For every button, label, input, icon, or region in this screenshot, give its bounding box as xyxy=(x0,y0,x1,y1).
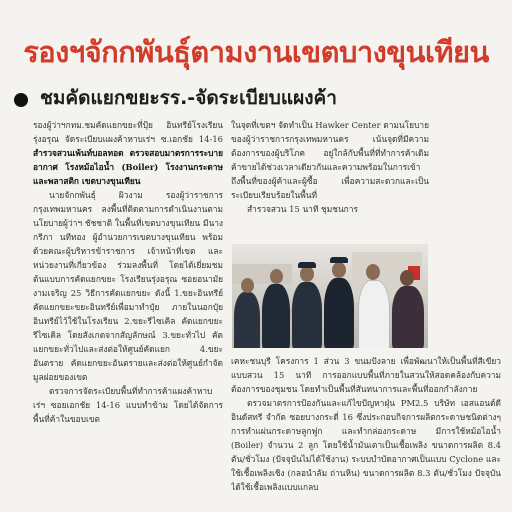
article-column-3 xyxy=(231,354,501,512)
news-photo xyxy=(232,244,428,348)
body-paragraph-4: เคหะชนบุรี โครงการ 1 ส่วน 3 ขนมปังลาย เพื่อพัฒนาให้เป็นพื้นที่สีเขียวแบบสวน 15 นาที การออกแบบพื้นที่ภายในสวนให้สอดคล้องกับความต้องการของชุมชน โดยทำเป็นพื้นที่สันทนาการและพื้นที่ออกกำลังกาย xyxy=(231,356,501,394)
subheadline: ชมคัดแยกขยะรร.-จัดระเบียบแผงค้า xyxy=(40,87,337,109)
body-paragraph-3: ในจุดที่เขตฯ จัดทำเป็น Hawker Center ตามนโยบายของผู้ว่าราชการกรุงเทพมหานคร เน้นจุดที่มีความต้องการของผู้บริโภค อยู่ใกล้กับพื้นที่ที่ทำการค้าเดิม ค้าขายได้ช่วงเวลาเดียวกันและความพร้อมในการเข้าถึงพื้นที่ของผู้ค้าและผู้ซื้อ เพื่อความสะดวกและเป็นระเบียบเรียบร้อยในพื้นที่ xyxy=(231,120,429,200)
caption-line: สำรวจสวน 15 นาที ชุมชนการ xyxy=(247,204,358,214)
lead-bold-text: สำรวจสวนเพ้นท์บอลทอด ตรวจสอบมาตรการระบายอากาศ โรงหม้อไอน้ำ (Boiler) โรงงานกระดาษและพลาสติก เขตบางขุนเทียน xyxy=(33,148,223,186)
article-column-1 xyxy=(33,118,223,512)
body-paragraph-5: ตรวจมาตรการป้องกันและแก้ไขปัญหาฝุ่น PM2.5 บริษัท เอสแอนด์ดี อินดัสทรี จำกัด ซอยบางกระดี่ 16 ซึ่งประกอบกิจการผลิตกระดาษชนิดต่างๆ การทำแผ่นกระดาษลูกฟูก และทำกล่องกระดาษ มีการใช้หม้อไอน้ำ (Boiler) จำนวน 2 ลูก โดยใช้น้ำมันเตาเป็นเชื้อเพลิง ขนาดการผลิต 8.4 ตัน/ชั่วโมง (ปัจจุบันไม่ได้ใช้งาน) ระบบบำบัดอากาศเป็นแบบ Cyclone และใช้เชื้อเพลิงเชิง (กลอนำลัม ถ่านหิน) ขนาดการผลิต 8.3 ตัน/ชั่วโมง ปัจจุบันได้ใช้เชื้อเพลิงแบบแกลบ xyxy=(231,398,501,492)
article-column-2 xyxy=(231,118,429,243)
bullet-icon xyxy=(14,93,28,107)
lead-paragraph xyxy=(33,118,223,188)
body-paragraph-2: ตรวจการจัดระเบียบพื้นที่ทำการค้าแผงค้าหาบเร่ฯ ซอยเอกชัย 14-16 แบบทำข้าม โดยได้จัดการพื้นที่ค้าในขอบเขต xyxy=(33,386,223,424)
lead-plain-text: รองผู้ว่าฯกทม.ชมคัดแยกขยะที่ปุ้ย อินทรีย์โรงเรียนรุ่งอรุณ จัดระเบียบแผงค้าหาบเร่ฯ ซ.เอกชัย 14-16 xyxy=(33,120,223,144)
body-paragraph-1: นายจักกพันธุ์ ผิวงาม รองผู้ว่าราชการกรุงเทพมหานคร ลงพื้นที่ติดตามการดำเนินงานตามนโยบายผู้ว่าฯ ชัชชาติ ในพื้นที่เขตบางขุนเทียน มีนางกรีภา นทีทอง ผู้อำนวยการเขตบางขุนเทียน พร้อมด้วยคณะผู้บริหารข้าราชการ เจ้าหน้าที่เขต และหน่วยงานที่เกี่ยวข้อง ร่วมลงพื้นที่ โดยได้เยี่ยมชมต้นแบบการคัดแยกขยะ โรงเรียนรุ่งอรุณ ซอยอนามัยงามเจริญ 25 วิธีการคัดแยกขยะ ดังนี้ 1.ขยะอินทรีย์ คัดแยกขยะขยะอินทรีย์เพื่อมาทำปุ๋ย ภายในนอกปุ๋ยอินทรีย์ไว้ใช้ในโรงเรียน 2.ขยะรีไซเคิล คัดแยกขยะรีไซเคิล โดยสังเกตจากสัญลักษณ์ 3.ขยะทั่วไป คัดแยกขยะทั่วไปและส่งต่อให้ศูนย์คัดแยก 4.ขยะอันตราย คัดแยกขยะอันตรายและส่งต่อให้ศูนย์กำจัดมูลฝอยของเขต xyxy=(33,190,223,382)
headline: รองฯจักกพันธุ์ตามงานเขตบางขุนเทียน xyxy=(23,35,489,69)
